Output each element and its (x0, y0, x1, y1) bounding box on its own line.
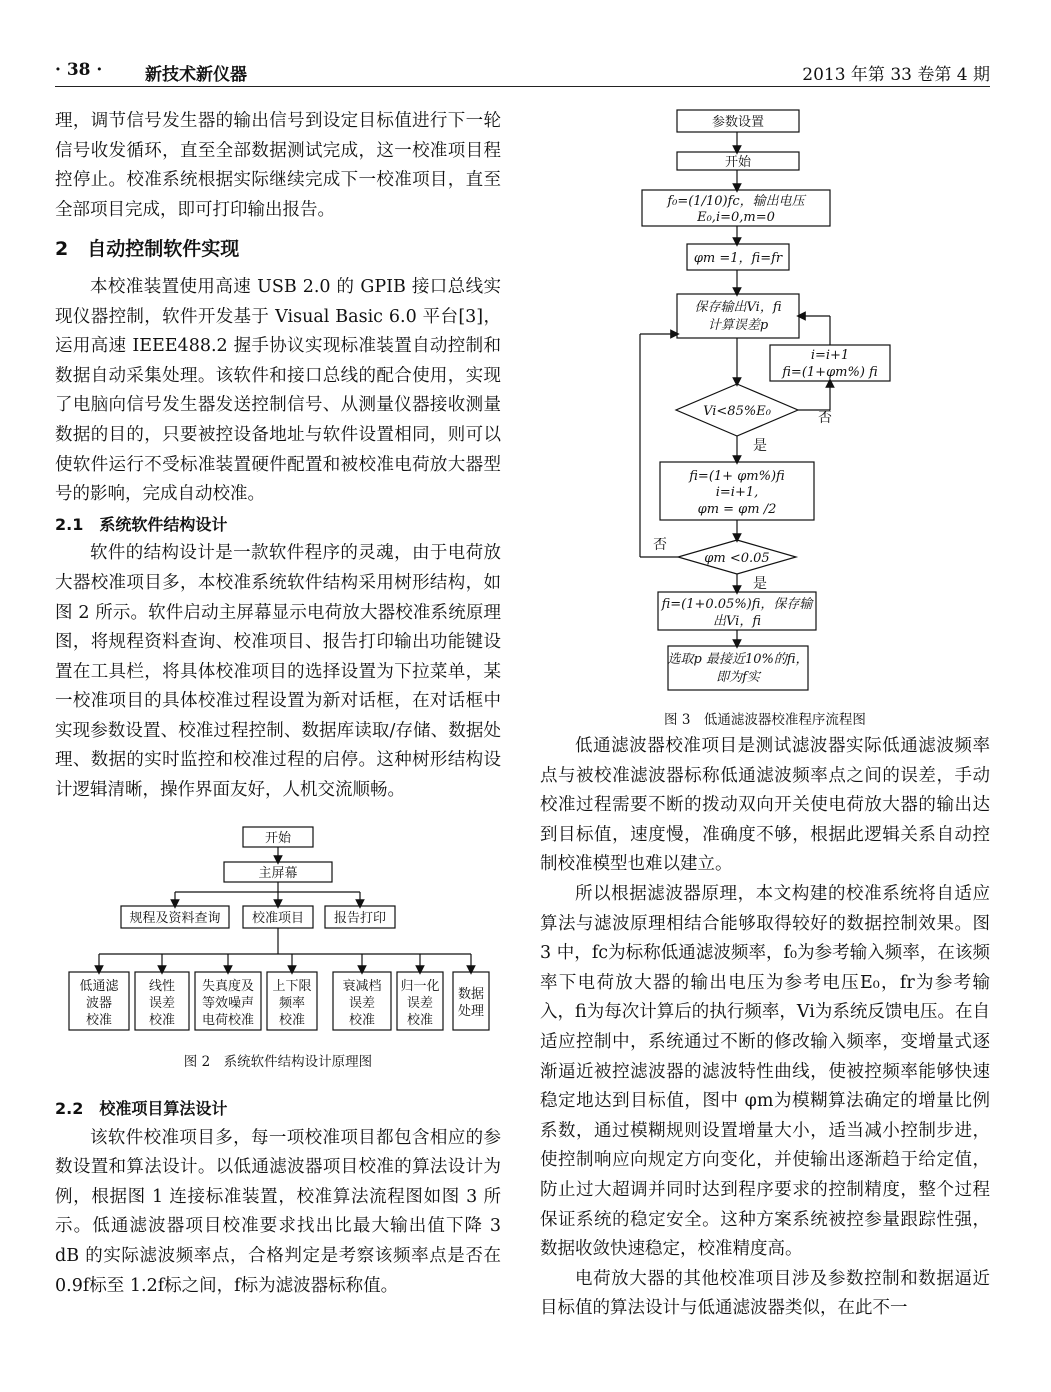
flow-node-inc-line2: fi=(1+φm%) fi (782, 365, 878, 380)
paragraph: 所以根据滤波器原理，本文构建的校准系统将自适应算法与滤波原理相结合能够取得较好的数据控制效果。图 3 中，fc为标称低通滤波频率，f₀为参考输入频率，在该频率下电荷放大器的输出电压为参考电压E₀，fr为参考输入，fi为每次计算后的执行频率，Vi为系统反馈电压。在自适应控制中，系统通过不断的修改输入频率，变增量式逐渐逼近被控滤波器的滤波特性曲线，使被控频率能够快速稳定地达到目标值，图中 φm为模糊算法确定的增量比例系数，通过模糊规则设置增量大小，适当减小控制步进，使控制响应向规定方向变化，并使输出逐渐趋于给定值，防止过大超调并同时达到程序要求的控制精度，整个过程保证系统的稳定安全。这种方案系统被控参量跟踪性强，数据收敛快速稳定，校准精度高。 (540, 883, 990, 1260)
diagram-leaf-text: 频率 (278, 996, 306, 1011)
paragraph: 低通滤波器校准项目是测试滤波器实际低通滤波频率点与被校准滤波器标称低通滤波频率点之间的误差，手动校准过程需要不断的拨动双向开关使电荷放大器的输出达到目标值，速度慢，准确度不够，根据此逻辑关系自动控制校准模型也难以建立。 (540, 736, 990, 875)
flow-node-inc-line1: i=i+1 (810, 348, 850, 363)
diagram-leaf-text: 低通滤 (79, 979, 119, 994)
diagram-leaf-text: 数据 (457, 987, 485, 1002)
left-column-bottom (55, 1094, 501, 1301)
journal-name: 新技术新仪器 (145, 65, 247, 85)
diagram-leaf-text: 等效噪声 (201, 996, 255, 1011)
flow-node-init-line2: E₀,i=0,m=0 (697, 210, 775, 225)
diagram-leaf-text: 归一化 (400, 979, 440, 994)
left-column-top (55, 107, 501, 806)
flow-node-update-line3: φm = φm /2 (697, 502, 777, 517)
flow-node-select-line1: 选取p 最接近10%的fi， (667, 652, 809, 667)
diagram-node-main: 主屏幕 (258, 866, 298, 881)
diagram-leaf-text: 校准 (85, 1013, 113, 1028)
figure-2-caption: 图 2 系统软件结构设计原理图 (183, 1054, 373, 1070)
flow-node-update-line2: i=i+1, (715, 485, 759, 500)
diagram-leaf-text: 校准 (278, 1013, 306, 1028)
paragraph: 该软件校准项目多，每一项校准项目都包含相应的参数设置和算法设计。以低通滤波器项目校准的算法设计为例，根据图 1 连接标准装置，校准算法流程图如图 3 所示。低通滤波器项目校准要求找出比最大输出值下降 3 dB 的实际滤波频率点，合格判定是考察该频率点是否在 0.9f标至 1.2f标之间，f标为滤波器标称值。 (55, 1127, 501, 1296)
diagram-node-items: 校准项目 (251, 911, 305, 926)
figure-3-flowchart (620, 100, 920, 700)
flow-decision-2: φm <0.05 (704, 551, 770, 566)
flow-node-init-line1: f₀=(1/10)fc，输出电压 (667, 194, 805, 209)
diagram-leaf-text: 波器 (85, 996, 113, 1011)
diagram-leaf-text: 校准 (348, 1013, 376, 1028)
diagram-leaf-text: 误差 (348, 996, 376, 1011)
flow-node-start: 开始 (724, 155, 752, 170)
flow-node-update-line1: fi=(1+ φm%)fi (689, 469, 785, 484)
flow-decision-1: Vi<85%E₀ (703, 404, 771, 419)
diagram-leaf-text: 校准 (406, 1013, 434, 1028)
flow-node-phi: φm =1，fi=fr (693, 251, 783, 266)
diagram-leaf-text: 衰减档 (342, 979, 382, 994)
flow-node-select-line2: 即为f实 (716, 670, 760, 685)
flow-label-no: 否 (653, 537, 667, 553)
flow-label-yes: 是 (753, 576, 767, 592)
diagram-node-query: 规程及资料查询 (129, 911, 221, 926)
flow-node-params: 参数设置 (711, 115, 765, 130)
paragraph: 本校准装置使用高速 USB 2.0 的 GPIB 接口总线实现仪器控制，软件开发基于 Visual Basic 6.0 平台[3]，运用高速 IEEE488.2 握手协议实现标准装置自动控制和数据自动采集处理。该软件和接口总线的配合使用，实现了电脑向信号发生器发送控制信号、从测量仪器接收测量数据的目的，只要被控设备地址与软件设置相同，则可以使软件运行不受标准装置硬件配置和被校准电荷放大器型号的影响，完成自动校准。 (55, 276, 501, 505)
flow-node-save-line2: 计算误差p (707, 318, 769, 333)
section-heading: 2 自动控制软件实现 (55, 238, 240, 261)
page-number: · 38 · (55, 60, 103, 80)
flow-node-save-line1: 保存输出Vi，fi (694, 300, 782, 315)
running-header (55, 58, 990, 87)
diagram-leaf-text: 处理 (457, 1004, 485, 1019)
flow-label-no: 否 (818, 410, 832, 426)
flow-label-yes: 是 (753, 438, 767, 454)
diagram-leaf-text: 校准 (148, 1013, 176, 1028)
diagram-leaf-text: 线性 (148, 979, 176, 994)
diagram-leaf-text: 误差 (148, 996, 176, 1011)
diagram-leaf-text: 电荷校准 (201, 1013, 255, 1028)
flow-node-final-line2: 出Vi，fi (713, 614, 761, 629)
subsection-heading: 2.1 系统软件结构设计 (55, 514, 228, 534)
figure-2-diagram (55, 822, 501, 1042)
diagram-node-report: 报告打印 (333, 911, 387, 926)
paragraph: 电荷放大器的其他校准项目涉及参数控制和数据逼近目标值的算法设计与低通滤波器类似，在此不一 (540, 1268, 990, 1319)
figure-3-caption: 图 3 低通滤波器校准程序流程图 (664, 712, 866, 728)
diagram-node-start: 开始 (264, 831, 292, 846)
issue-info: 2013 年第 33 卷第 4 期 (802, 65, 990, 85)
paragraph: 软件的结构设计是一款软件程序的灵魂，由于电荷放大器校准项目多，本校准系统软件结构采用树形结构，如图 2 所示。软件启动主屏幕显示电荷放大器校准系统原理图，将规程资料查询、校准项目、报告打印输出功能键设置在工具栏，将具体校准项目的选择设置为下拉菜单，某一校准项目的具体校准过程设置为新对话框，在对话框中实现参数设置、校准过程控制、数据库读取/存储、数据处理、数据的实时监控和校准过程的启停。这种树形结构设计逻辑清晰，操作界面友好，人机交流顺畅。 (55, 543, 501, 801)
diagram-leaf-text: 误差 (406, 996, 434, 1011)
paragraph: 理，调节信号发生器的输出信号到设定目标值进行下一轮信号收发循环，直至全部数据测试完成，这一校准项目程控停止。校准系统根据实际继续完成下一校准项目，直至全部项目完成，即可打印输出报告。 (55, 111, 501, 220)
diagram-leaf-text: 失真度及 (201, 979, 255, 994)
diagram-leaf-text: 上下限 (272, 979, 312, 994)
right-column (540, 732, 990, 1324)
flow-node-final-line1: fi=(1+0.05%)fi，保存输 (661, 597, 813, 612)
subsection-heading: 2.2 校准项目算法设计 (55, 1099, 228, 1118)
